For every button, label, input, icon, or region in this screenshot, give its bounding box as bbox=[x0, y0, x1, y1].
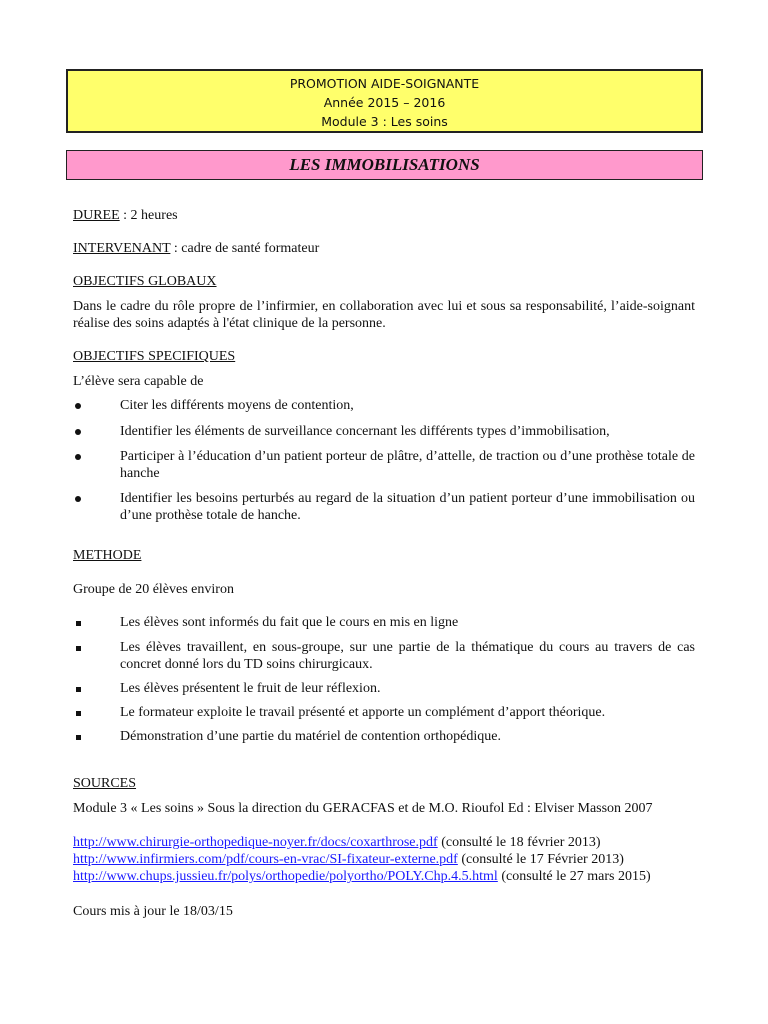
objectifs-specifiques-intro: L’élève sera capable de bbox=[73, 374, 204, 389]
page-title: LES IMMOBILISATIONS bbox=[289, 155, 480, 174]
source-link-note: (consulté le 17 Février 2013) bbox=[457, 852, 624, 867]
list-item-text: Participer à l’éducation d’un patient porteur de plâtre, d’attelle, de traction ou d’une prothèse totale de hanche bbox=[120, 449, 695, 481]
list-item-text: Identifier les besoins perturbés au regard de la situation d’un patient porteur d’une immobilisation ou d’une prothèse totale de hanche. bbox=[120, 491, 695, 523]
bullet-dot-icon bbox=[73, 448, 83, 465]
header-line-module: Module 3 : Les soins bbox=[321, 114, 448, 129]
source-link[interactable]: http://www.chups.jussieu.fr/polys/orthopedie/polyortho/POLY.Chp.4.5.html bbox=[73, 869, 498, 884]
bullet-square-icon bbox=[73, 639, 83, 656]
source-link-note: (consulté le 18 février 2013) bbox=[437, 835, 601, 850]
objectifs-globaux-text: Dans le cadre du rôle propre de l’infirmier, en collaboration avec lui et sous sa responsabilité, l’aide-soignant réalise des soins adaptés à l'état clinique de la personne. bbox=[73, 299, 695, 331]
list-item-text: Les élèves présentent le fruit de leur réflexion. bbox=[120, 681, 381, 696]
source-link[interactable]: http://www.infirmiers.com/pdf/cours-en-vrac/SI-fixateur-externe.pdf bbox=[73, 852, 458, 867]
list-item-text: Identifier les éléments de surveillance concernant les différents types d’immobilisation, bbox=[120, 424, 610, 439]
bullet-dot-icon bbox=[73, 423, 83, 440]
header-line-promotion: PROMOTION AIDE-SOIGNANTE bbox=[289, 76, 480, 91]
intervenant-line bbox=[73, 240, 695, 257]
source-link-row bbox=[73, 868, 695, 885]
source-link-row bbox=[73, 851, 695, 868]
update-note: Cours mis à jour le 18/03/15 bbox=[73, 904, 233, 919]
list-item-text: Citer les différents moyens de contention, bbox=[120, 398, 354, 413]
header-box bbox=[66, 69, 703, 133]
objectifs-specifiques-heading: OBJECTIFS SPECIFIQUES bbox=[73, 349, 236, 364]
intervenant-label: INTERVENANT bbox=[73, 241, 171, 256]
objectifs-globaux-heading: OBJECTIFS GLOBAUX bbox=[73, 274, 217, 289]
list-item-text: Démonstration d’une partie du matériel de contention orthopédique. bbox=[120, 729, 501, 744]
duree-value: : 2 heures bbox=[119, 208, 178, 223]
page-title-box bbox=[66, 150, 703, 180]
bullet-square-icon bbox=[73, 728, 83, 745]
methode-intro: Groupe de 20 élèves environ bbox=[73, 582, 234, 597]
bullet-square-icon bbox=[73, 680, 83, 697]
duree-line bbox=[73, 207, 695, 224]
bullet-square-icon bbox=[73, 704, 83, 721]
duree-label: DUREE bbox=[73, 208, 120, 223]
sources-book: Module 3 « Les soins » Sous la direction du GERACFAS et de M.O. Rioufol Ed : Elviser Masson 2007 bbox=[73, 801, 653, 816]
list-item-text: Les élèves travaillent, en sous-groupe, sur une partie de la thématique du cours au travers de cas concret donné lors du TD soins chirurgicaux. bbox=[120, 640, 695, 672]
intervenant-value: : cadre de santé formateur bbox=[170, 241, 320, 256]
source-link[interactable]: http://www.chirurgie-orthopedique-noyer.fr/docs/coxarthrose.pdf bbox=[73, 835, 438, 850]
methode-heading: METHODE bbox=[73, 548, 142, 563]
bullet-dot-icon bbox=[73, 397, 83, 414]
bullet-dot-icon bbox=[73, 490, 83, 507]
list-item-text: Les élèves sont informés du fait que le cours en mis en ligne bbox=[120, 615, 459, 630]
bullet-square-icon bbox=[73, 614, 83, 631]
sources-heading: SOURCES bbox=[73, 776, 137, 791]
source-link-row bbox=[73, 834, 695, 851]
source-link-note: (consulté le 27 mars 2015) bbox=[497, 869, 651, 884]
list-item-text: Le formateur exploite le travail présenté et apporte un complément d’apport théorique. bbox=[120, 705, 606, 720]
header-line-year: Année 2015 – 2016 bbox=[323, 95, 446, 110]
